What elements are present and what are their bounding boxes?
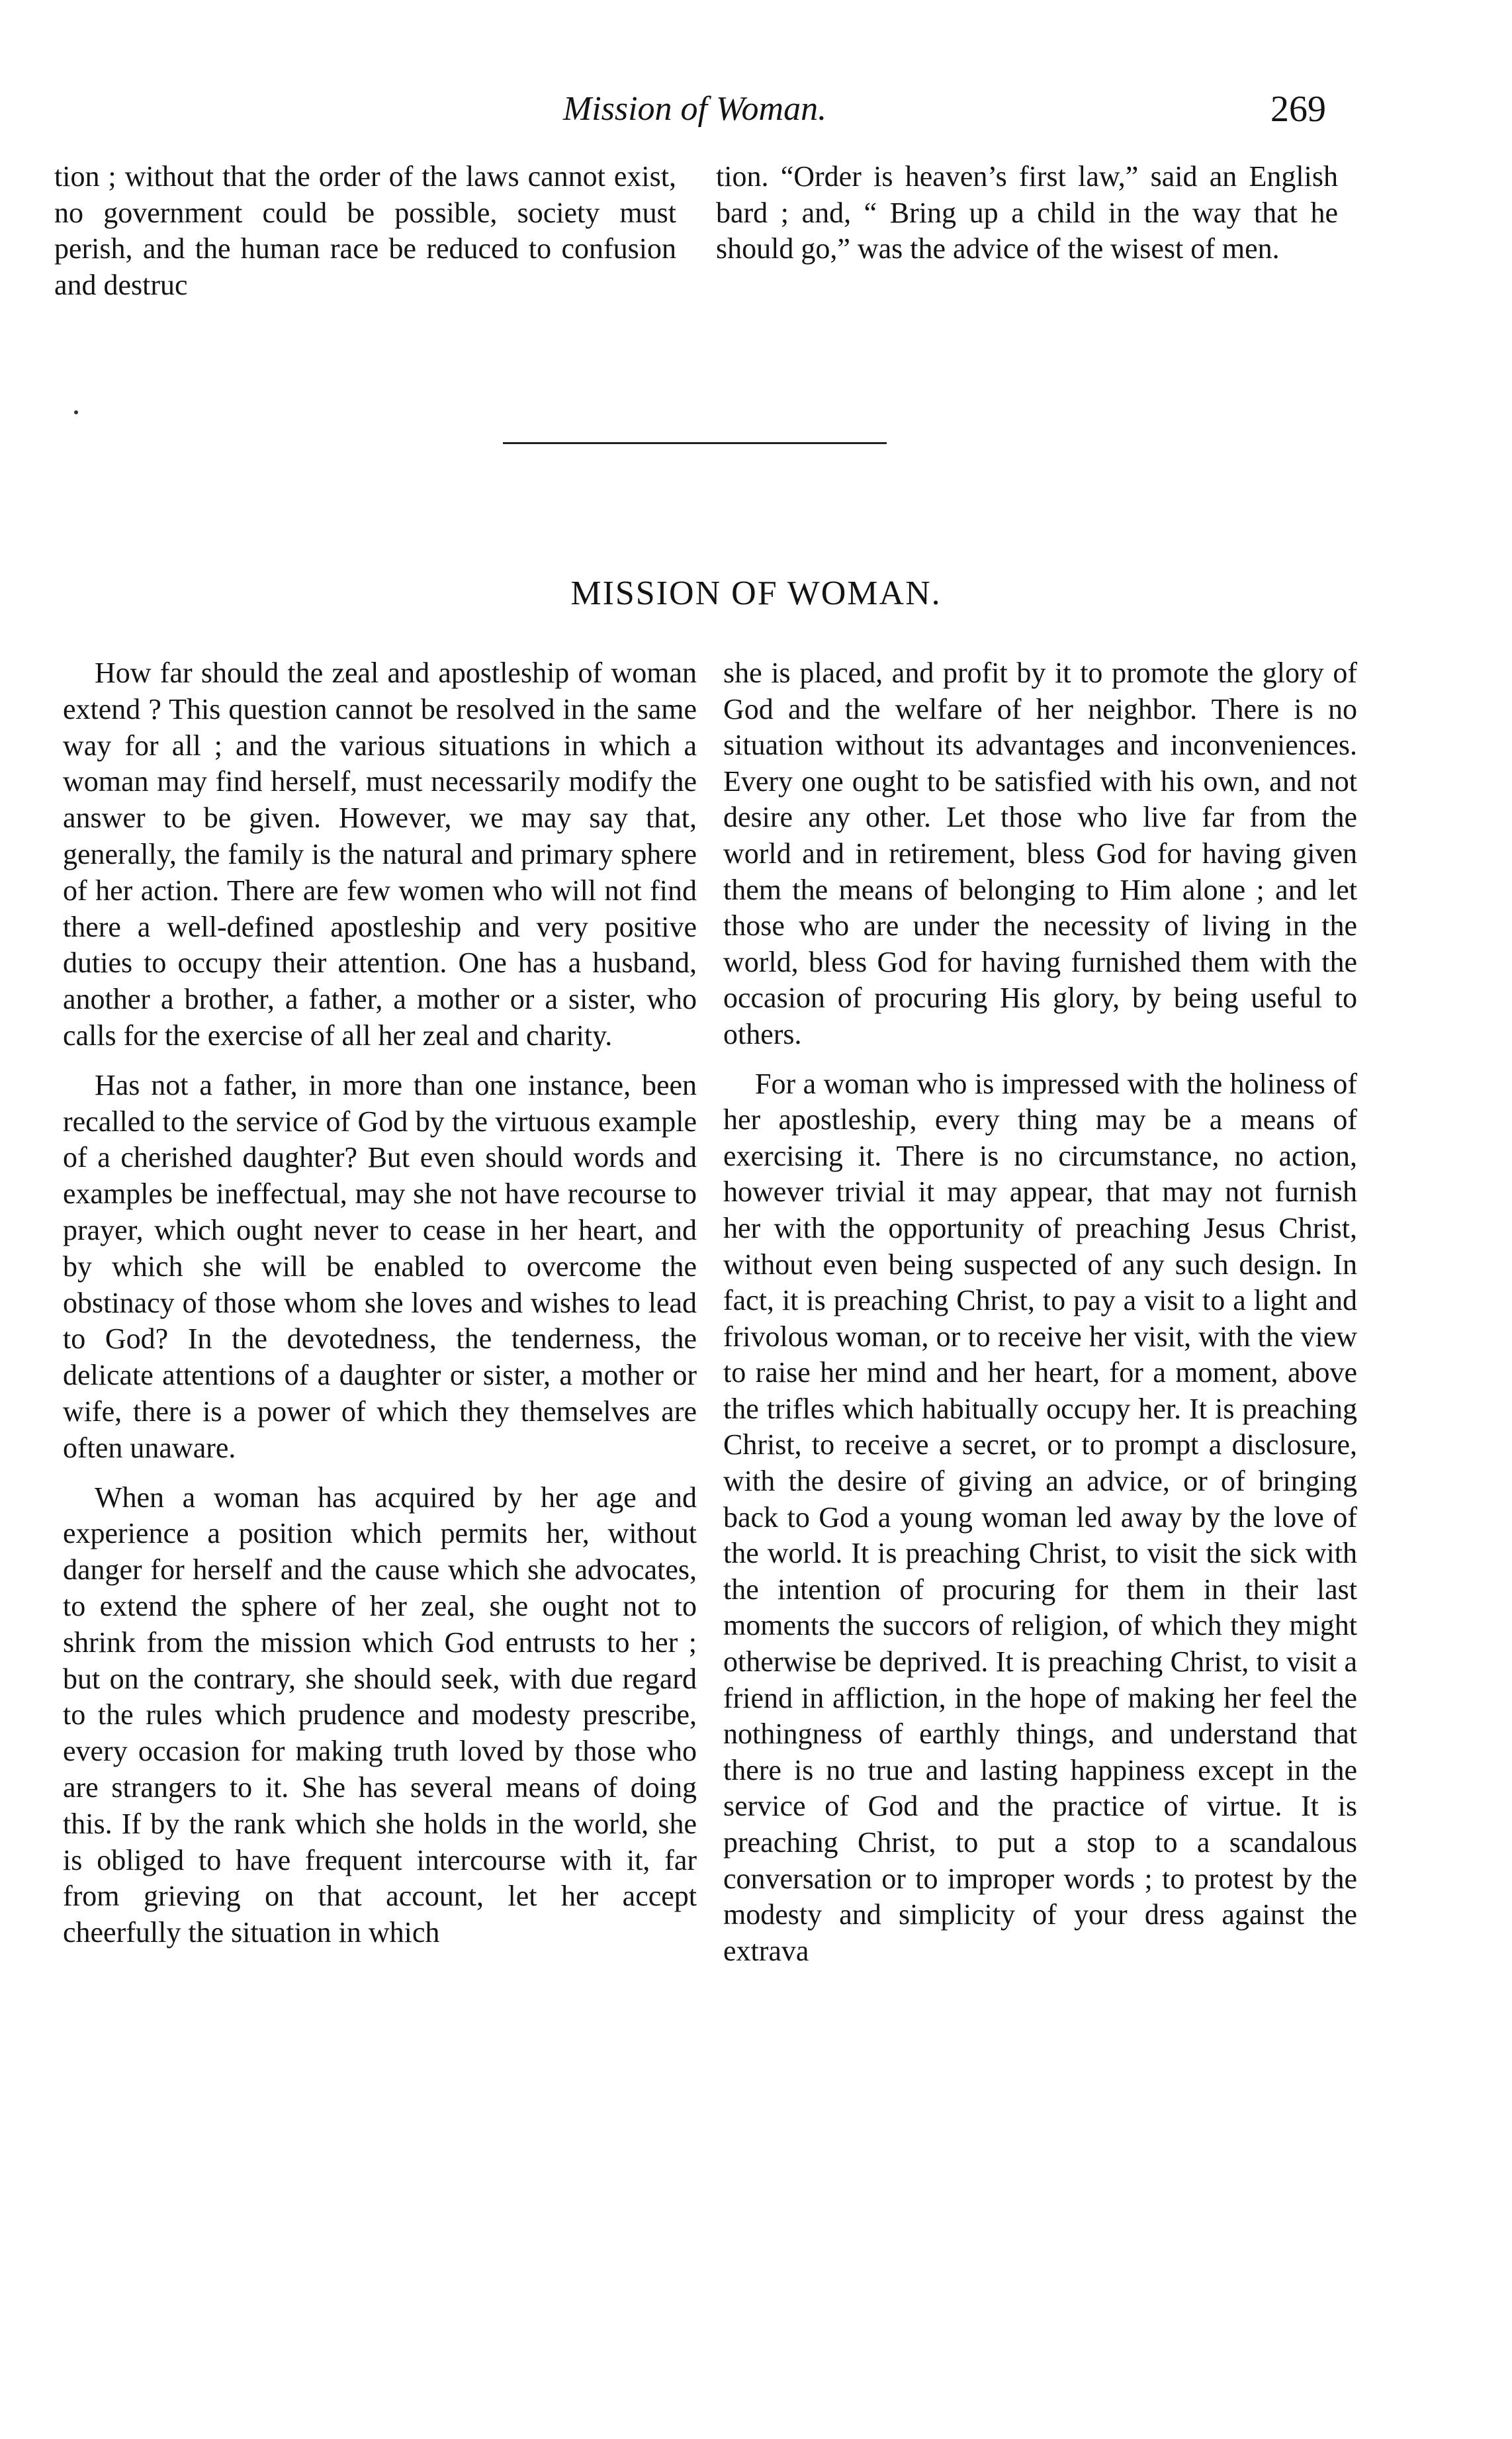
stray-ink-mark [74,410,78,414]
continued-text-right-column [716,159,1338,267]
page-number: 269 [1270,89,1326,130]
running-title: Mission of Woman. [562,90,827,128]
article-title: MISSION OF WOMAN. [570,575,942,612]
paragraph: Has not a father, in more than one instance, been recalled to the service of God by the virtuous example of a cherished daughter? But even should words and examples be ineffectual, may she not have recourse to prayer, which ought never to cease in her heart, and by which she will be enabled to overcome the obstinacy of those whom she loves and wishes to lead to God? In the devotedness, the tenderness, the delicate attentions of a daughter or sister, a mother or wife, there is a power of which they themselves are often unaware. [63,1068,697,1464]
paragraph: tion. “Order is heaven’s first law,” said an English bard ; and, “ Bring up a child in the way that he should go,” was the advice of the wisest of men. [716,160,1338,265]
continued-text-left-column [54,159,676,303]
paragraph: she is placed, and profit by it to promote the glory of God and the welfare of her neighbor. There is no situation without its advantages and inconveniences. Every one ought to be satisfied with his own, and not desire any other. Let those who live far from the world and in retirement, bless God for having given them the means of belonging to Him alone ; and let those who are under the necessity of living in the world, bless God for having furnished them with the occasion of procuring His glory, by being useful to others. [723,657,1357,1050]
paragraph: tion ; without that the order of the laws cannot exist, no government could be possible, society must perish, and the human race be reduced to confusion and destruc [54,160,676,301]
paragraph: When a woman has acquired by her age and experience a position which permits her, without danger for herself and the cause which she advocates, to extend the sphere of her zeal, she ought not to shrink from the mission which God entrusts to her ; but on the contrary, she should seek, with due regard to the rules which prudence and modesty prescribe, every occasion for making truth loved by those who are strangers to it. She has several means of doing this. If by the rank which she holds in the world, she is obliged to have frequent intercourse with it, far from grieving on that account, let her accept cheerfully the situation in which [63,1481,697,1949]
paragraph: How far should the zeal and apostleship of woman extend ? This question cannot be resolved in the same way for all ; and the various situations in which a woman may find herself, must necessarily modify the answer to be given. However, we may say that, generally, the family is the natural and primary sphere of her action. There are few women who will not find there a well-defined apostleship and very positive duties to occupy their attention. One has a husband, another a brother, a father, a mother or a sister, who calls for the exercise of all her zeal and charity. [63,657,697,1052]
article-right-column [723,655,1357,1969]
article-left-column [63,655,697,1951]
paragraph: For a woman who is impressed with the holiness of her apostleship, every thing may be a means of exercising it. There is no circumstance, no action, however trivial it may appear, that may not furnish her with the opportunity of preaching Jesus Christ, without even being suspected of any such design. In fact, it is preaching Christ, to pay a visit to a light and frivolous woman, or to receive her visit, with the view to raise her mind and her heart, for a moment, above the trifles which habitually occupy her. It is preaching Christ, to receive a secret, or to prompt a disclosure, with the desire of giving an advice, or of bringing back to God a young woman led away by the love of the world. It is preaching Christ, to visit the sick with the intention of procuring for them in their last moments the succors of religion, of which they might otherwise be deprived. It is preaching Christ, to visit a friend in affliction, in the hope of making her feel the nothingness of earthly things, and understand that there is no true and lasting happiness except in the service of God and the practice of virtue. It is preaching Christ, to put a stop to a scandalous conversation or to improper words ; to protest by the modesty and simplicity of your dress against the extrava [723,1067,1357,1967]
section-divider [503,442,887,444]
running-head [0,86,1512,132]
